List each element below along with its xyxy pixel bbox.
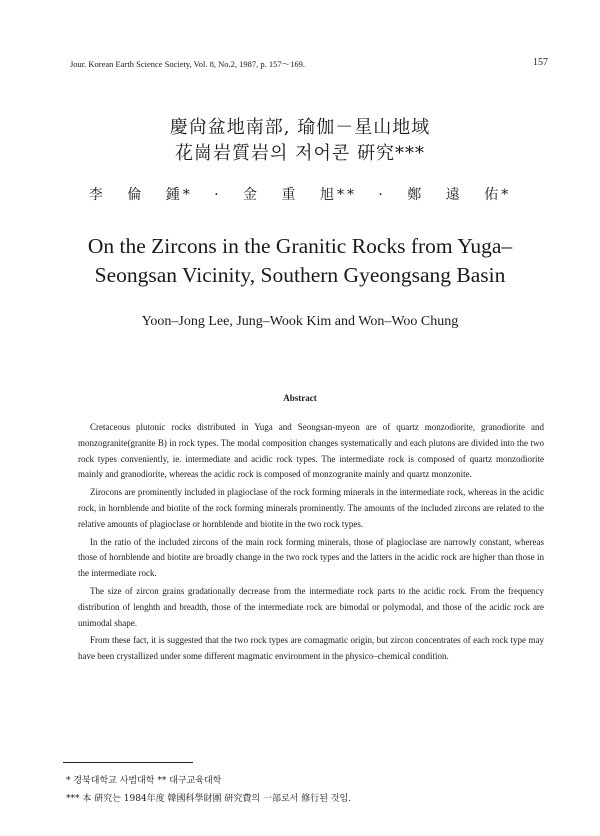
english-title-line2: Seongsan Vicinity, Southern Gyeongsang Basin	[94, 263, 506, 287]
korean-title-line2: 花崗岩質岩의 저어콘 硏究***	[175, 143, 425, 164]
abstract-paragraph: Cretaceous plutonic rocks distributed in Yuga and Seongsan-myeon are of quartz monzodiorite, granodiorite and monzogranite(granite B) in rock types. The modal composition changes systematically and each plutons are divided into the two rock types conveniently, ie. intermediate and acidic rock types. The intermediate rock is composed of quartz monzodiorite mainly and granodiorite, whereas the acidic rock is composed of monzogranite mainly and quartz monzonite.	[78, 422, 544, 480]
abstract-heading: Abstract	[283, 393, 317, 403]
abstract-paragraph: The size of zircon grains gradationally decrease from the intermediate rock parts to the acidic rock. From the frequency distribution of lenghth and breadth, those of the intermediate rock are bimodal or polymodal, and those of the acidic rock are unimodal shape.	[78, 585, 544, 628]
korean-title-line1: 慶尙盆地南部, 瑜伽－星山地域	[169, 117, 431, 138]
footnote-affiliations: * 경북대학교 사범대학 ** 대구교육대학	[66, 776, 222, 786]
korean-authors: 李 倫 鍾* · 金 重 旭** · 鄭 遠 佑*	[88, 187, 512, 203]
english-authors: Yoon–Jong Lee, Jung–Wook Kim and Won–Woo Chung	[141, 314, 459, 329]
footnote-funding: *** 本 硏究는 1984年度 韓國科學財團 硏究費의 一部로서 修行된 것임.	[66, 794, 352, 804]
footnote-divider	[63, 762, 193, 763]
journal-header: Jour. Korean Earth Science Society, Vol. 8, No.2, 1987, p. 157～169.	[70, 59, 305, 69]
abstract-paragraph: From these fact, it is suggested that the two rock types are comagmatic origin, but zircon concentrates of each rock type may have been crystallized under some different magmatic environment in the physico–chemical condition.	[78, 635, 544, 662]
english-title-line1: On the Zircons in the Granitic Rocks from Yuga–	[87, 234, 513, 258]
abstract-paragraph: Zirocons are prominently included in plagioclase of the rock forming minerals in the intermediate rock, whereas in the acidic rock, in hornblende and biotite of the rock forming minerals prominently. The amounts of the included zircons are related to the relative amounts of plagioclase or hornblende and biotite in the two rock types.	[78, 487, 544, 529]
page-number: 157	[533, 57, 548, 68]
abstract-body	[78, 420, 544, 667]
abstract-paragraph: In the ratio of the included zircons of the main rock forming minerals, those of plagioclase are narrowly constant, whereas those of hornblende and biotite are broadly change in the two rock types and the latters in the acidic rock are higher than those in the intermediate rock.	[78, 536, 544, 579]
